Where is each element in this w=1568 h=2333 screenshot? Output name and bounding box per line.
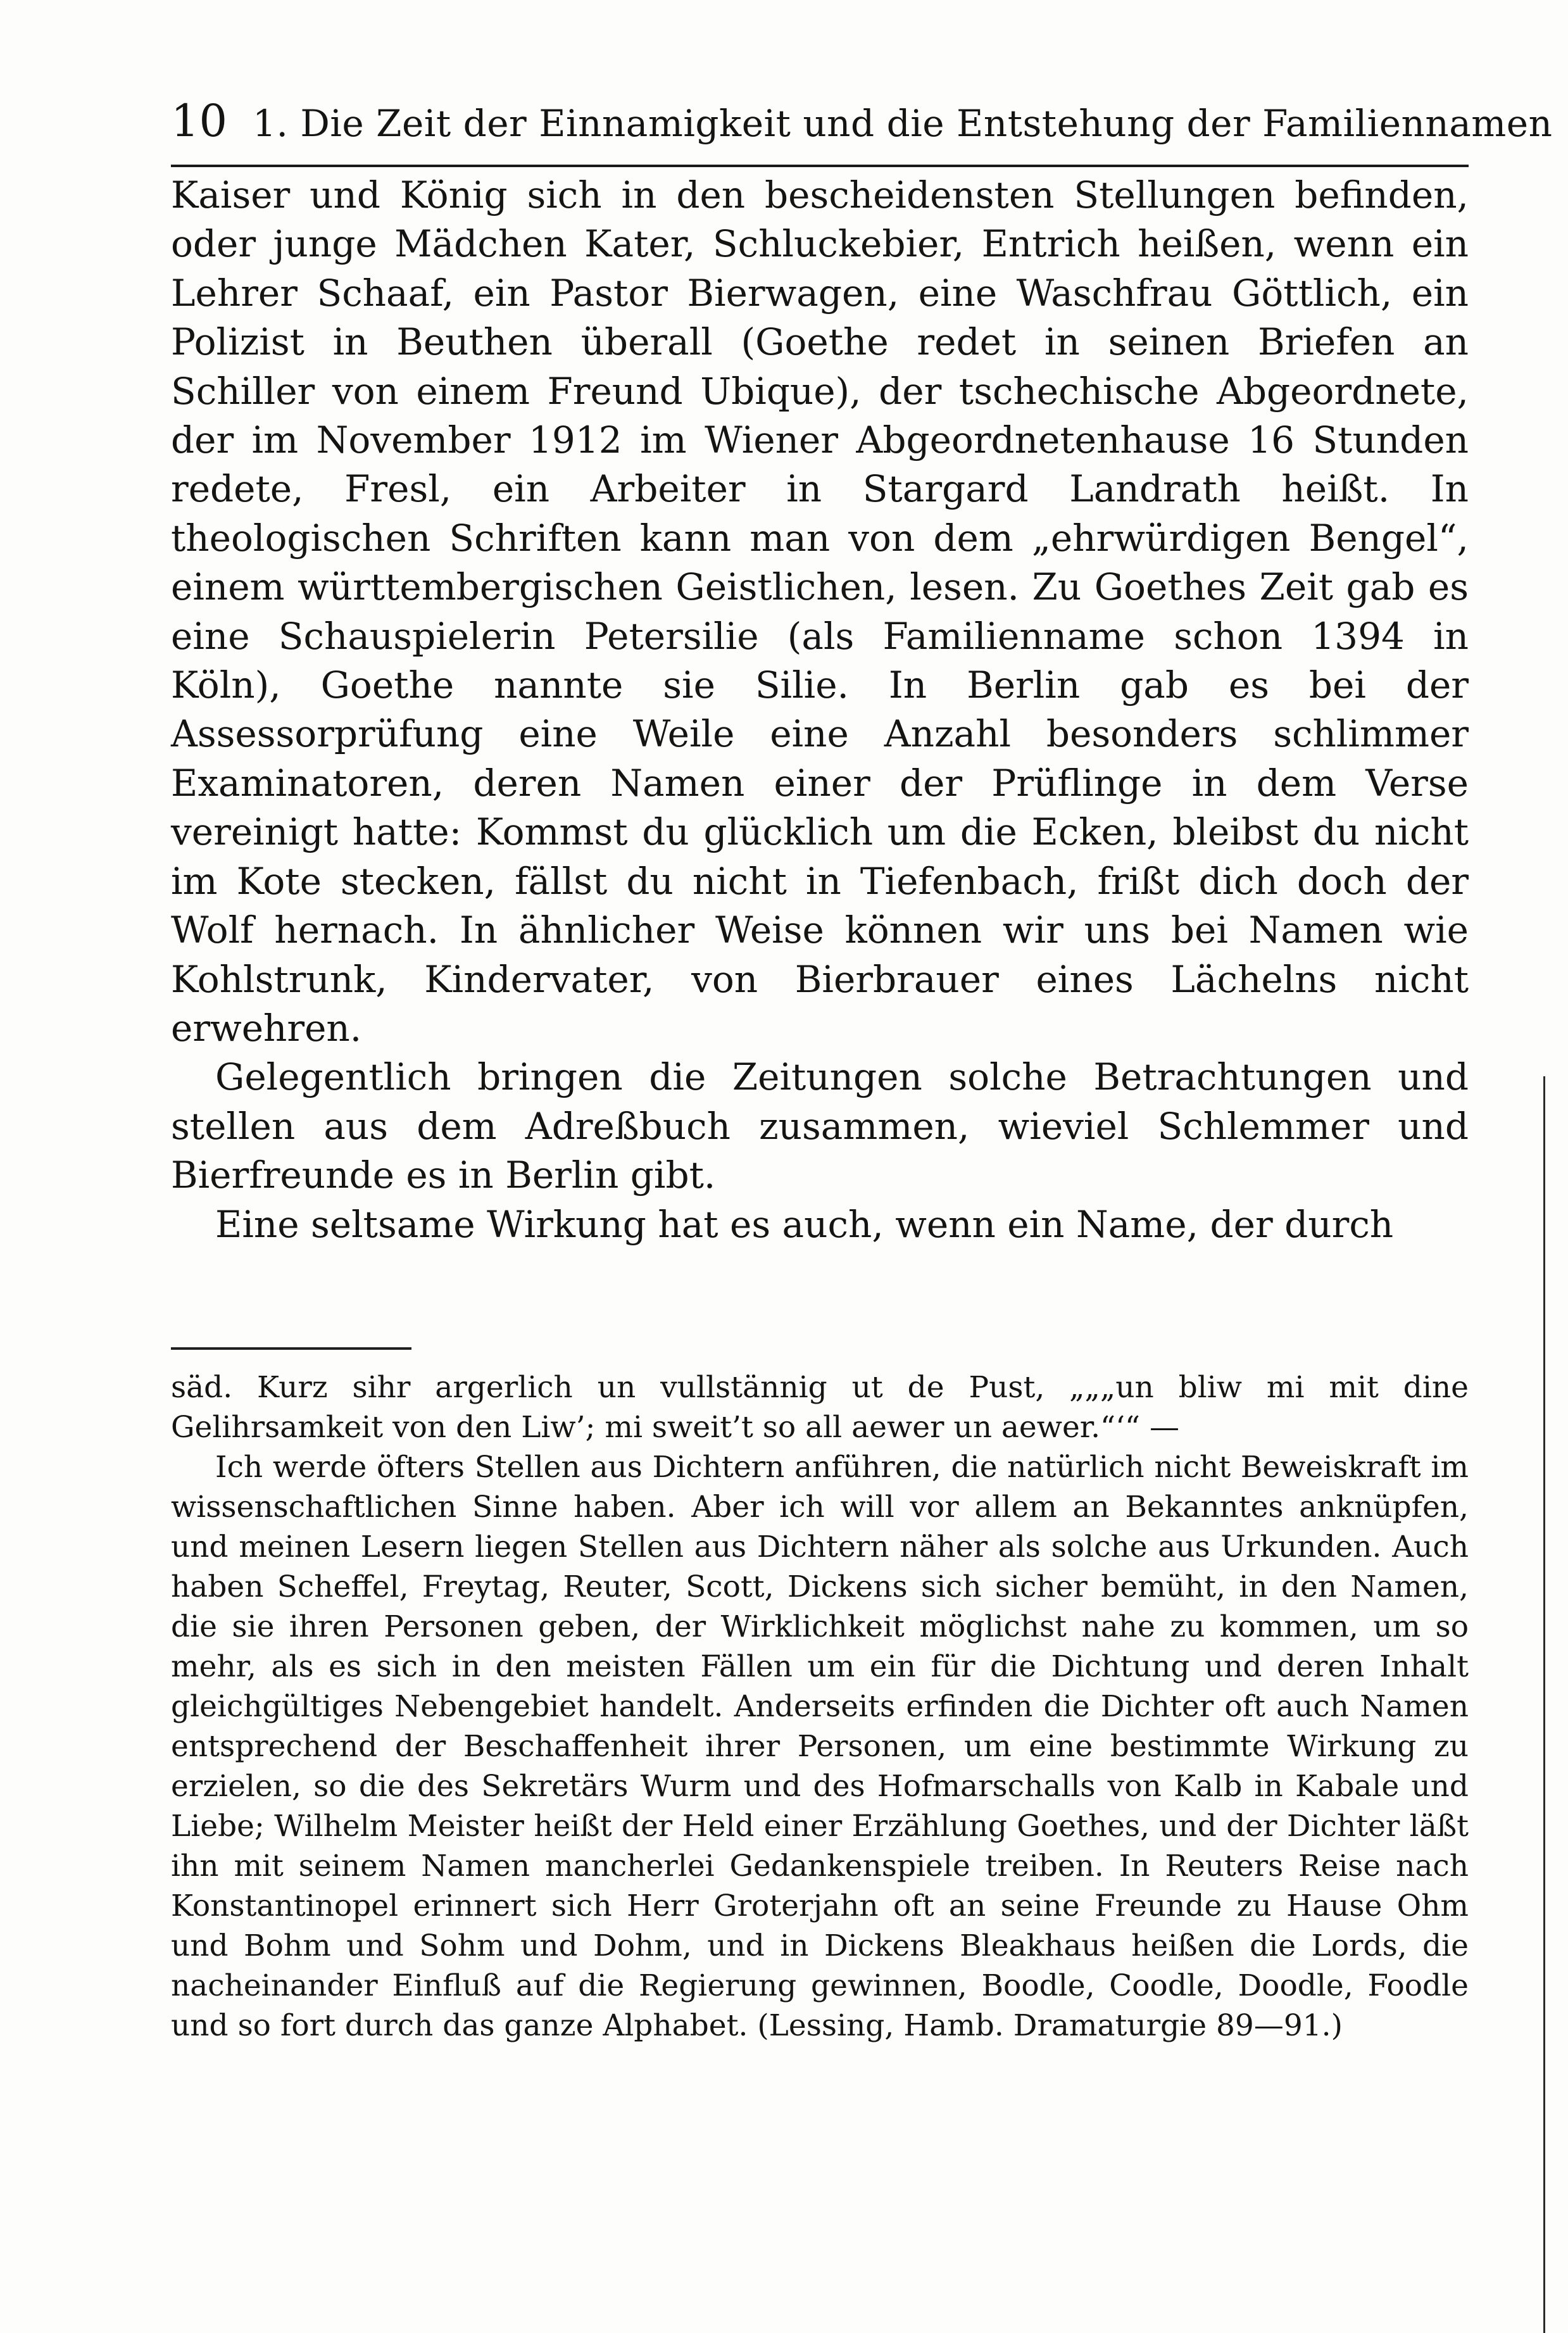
footnote-separator xyxy=(171,1347,411,1350)
footnote-paragraph: Ich werde öfters Stellen aus Dichtern anführen, die natürlich nicht Beweiskraft im wissenschaftlichen Sinne haben. Aber ich will vor allem an Bekanntes anknüpfen, und meinen Lesern liegen Stellen aus Dichtern näher als solche aus Urkunden. Auch haben Scheffel, Freytag, Reuter, Scott, Dickens sich sicher bemüht, in den Namen, die sie ihren Personen geben, der Wirklichkeit möglichst nahe zu kommen, um so mehr, als es sich in den meisten Fällen um ein für die Dichtung und deren Inhalt gleichgültiges Nebengebiet handelt. Anderseits erfinden die Dichter oft auch Namen entsprechend der Beschaffenheit ihrer Personen, um eine bestimmte Wirkung zu erzielen, so die des Sekretärs Wurm und des Hofmarschalls von Kalb in Kabale und Liebe; Wilhelm Meister heißt der Held einer Erzählung Goethes, und der Dichter läßt ihn mit seinem Namen mancherlei Gedankenspiele treiben. In Reuters Reise nach Konstantinopel erinnert sich Herr Groterjahn oft an seine Freunde zu Hause Ohm und Bohm und Sohm und Dohm, und in Dickens Bleakhaus heißen die Lords, die nacheinander Einfluß auf die Regierung gewinnen, Boodle, Coodle, Doodle, Foodle und so fort durch das ganze Alphabet. (Lessing, Hamb. Dramaturgie 89—91.) xyxy=(171,1450,1469,2043)
page-edge-line xyxy=(1543,1076,1545,2333)
running-title: 1. Die Zeit der Einnamigkeit und die Entstehung der Familiennamen xyxy=(253,102,1553,145)
footnote-paragraph: säd. Kurz sihr argerlich un vullstännig ut de Pust, „„„un bliw mi mit dine Gelihrsamkeit von den Liw’; mi sweit’t so all aewer un aewer.“‘“ — xyxy=(171,1370,1469,1445)
page-number: 10 xyxy=(171,95,228,147)
body-paragraph: Kaiser und König sich in den bescheidensten Stellungen befinden, oder junge Mädchen Kater, Schluckebier, Entrich heißen, wenn ein Lehrer Schaaf, ein Pastor Bierwagen, eine Waschfrau Göttlich, ein Polizist in Beuthen überall (Goethe redet in seinen Briefen an Schiller von einem Freund Ubique), der tschechische Abgeordnete, der im November 1912 im Wiener Abgeordnetenhause 16 Stunden redete, Fresl, ein Arbeiter in Stargard Landrath heißt. In theologischen Schriften kann man von dem „ehrwürdigen Bengel“, einem württembergischen Geistlichen, lesen. Zu Goethes Zeit gab es eine Schauspielerin Petersilie (als Familienname schon 1394 in Köln), Goethe nannte sie Silie. In Berlin gab es bei der Assessorprüfung eine Weile eine Anzahl besonders schlimmer Examinatoren, deren Namen einer der Prüflinge in dem Verse vereinigt hatte: Kommst du glücklich um die Ecken, bleibst du nicht im Kote stecken, fällst du nicht in Tiefenbach, frißt dich doch der Wolf hernach. In ähnlicher Weise können wir uns bei Namen wie Kohlstrunk, Kindervater, von Bierbrauer eines Lächelns nicht erwehren. xyxy=(171,173,1469,1050)
footnotes xyxy=(171,1368,1469,2046)
running-head xyxy=(171,95,1553,167)
main-text xyxy=(171,171,1469,1249)
body-paragraph: Gelegentlich bringen die Zeitungen solche Betrachtungen und stellen aus dem Adreßbuch zusammen, wieviel Schlemmer und Bierfreunde es in Berlin gibt. xyxy=(171,1055,1469,1197)
body-paragraph: Eine seltsame Wirkung hat es auch, wenn ein Name, der durch xyxy=(215,1202,1394,1246)
